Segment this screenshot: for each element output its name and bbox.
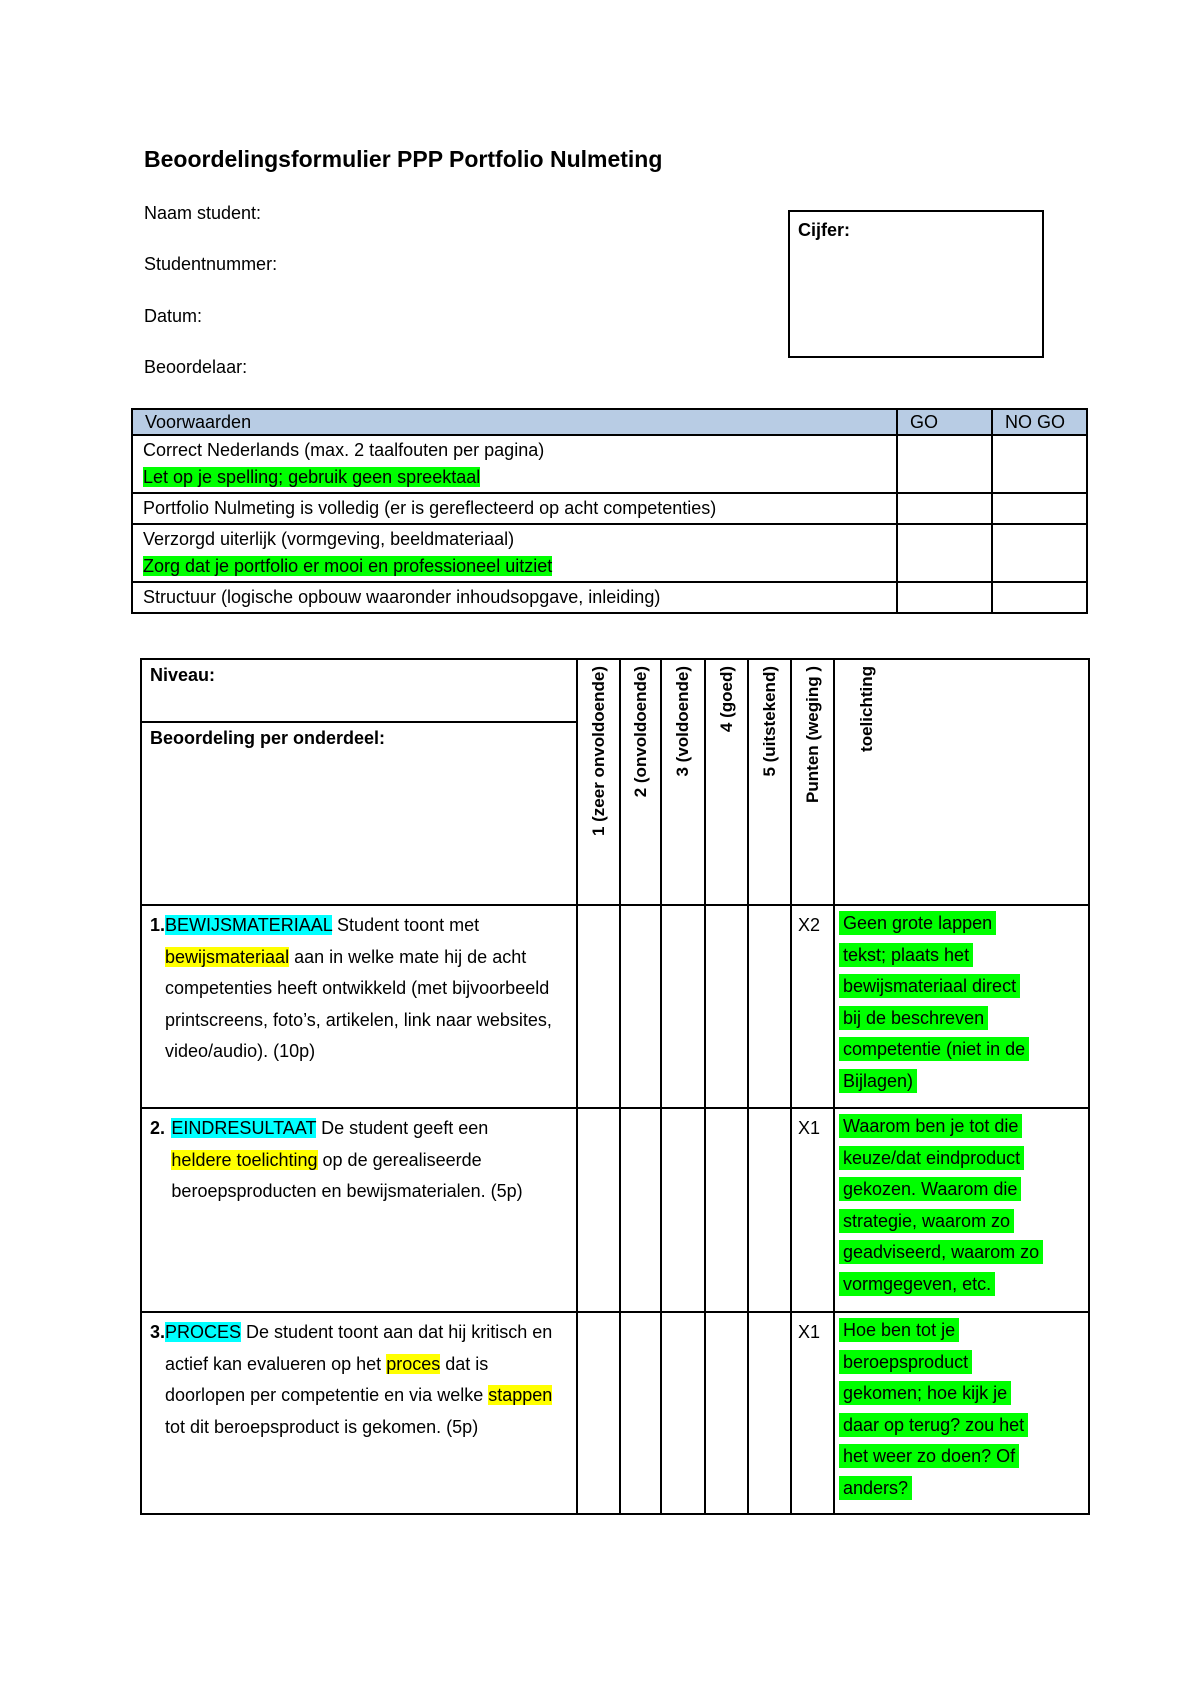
beoordelaar-label: Beoordelaar: [144, 357, 248, 377]
assessment-row [141, 1312, 1089, 1514]
assessment-header-left [141, 659, 577, 905]
cijfer-box[interactable] [788, 210, 1044, 358]
criterion-text: De student geeft een [316, 1118, 489, 1138]
score-cell-3[interactable] [661, 905, 705, 1108]
datum-label: Datum: [144, 306, 203, 326]
score-cell-5[interactable] [748, 905, 791, 1108]
note-line: strategie, waarom zo [839, 1209, 1014, 1233]
score-cell-1[interactable] [577, 905, 620, 1108]
note-line: bij de beschreven [839, 1006, 988, 1030]
criterion-number: 3. [150, 1322, 166, 1342]
naam-student-label: Naam student: [144, 203, 262, 223]
note-line: competentie (niet in de [839, 1037, 1029, 1061]
criterion-text: dat is doorlopen per competentie en via welke [165, 1353, 489, 1405]
note-line: gekomen; hoe kijk je [839, 1381, 1011, 1405]
criterion-text: aan in welke mate hij de acht competenties heeft ontwikkeld (met bijvoorbeeld printscreens, foto’s, artikelen, link naar websites, video/audio). (10p) [165, 946, 552, 1061]
nogo-cell[interactable] [992, 524, 1087, 582]
beoordeling-label: Beoordeling per onderdeel: [150, 728, 386, 748]
criterion-highlight: proces [386, 1353, 441, 1374]
score-cell-2[interactable] [620, 905, 661, 1108]
assessment-row [141, 905, 1089, 1108]
criterion-text: De student toont aan dat hij kritisch en actief kan evalueren op het [165, 1322, 553, 1374]
note-line: Waarom ben je tot die [839, 1114, 1022, 1138]
score-cell-3[interactable] [661, 1108, 705, 1312]
note-cell [834, 1108, 1089, 1312]
nogo-cell[interactable] [992, 435, 1087, 493]
note-line: anders? [839, 1476, 912, 1500]
niveau-label: Niveau: [142, 660, 576, 723]
weight-cell: X2 [791, 905, 834, 1108]
condition-label: Verzorgd uiterlijk (vormgeving, beeldmateriaal) [143, 529, 515, 549]
criterion-cell [141, 1312, 577, 1514]
conditions-table [131, 408, 1088, 614]
condition-text [132, 493, 897, 524]
condition-label: Correct Nederlands (max. 2 taalfouten per pagina) [143, 440, 545, 460]
score-cell-1[interactable] [577, 1108, 620, 1312]
column-header: 5 (uitstekend) [759, 666, 779, 777]
note-line: keuze/dat eindproduct [839, 1146, 1024, 1170]
criterion-keyword: PROCES [165, 1322, 242, 1342]
criterion-cell [141, 905, 577, 1108]
score-cell-2[interactable] [620, 1312, 661, 1514]
go-cell[interactable] [897, 493, 992, 524]
criterion-keyword: EINDRESULTAAT [171, 1118, 317, 1138]
conditions-header-nogo: NO GO [992, 409, 1087, 435]
condition-row [132, 582, 1087, 613]
criterion-highlight-2: stappen [488, 1385, 553, 1405]
criterion-number: 1. [150, 915, 166, 935]
column-header: Punten (weging ) [802, 666, 822, 803]
assessment-table [140, 658, 1090, 1515]
note-line: gekozen. Waarom die [839, 1177, 1021, 1201]
go-cell[interactable] [897, 524, 992, 582]
note-line: beroepsproduct [839, 1350, 972, 1374]
condition-label: Structuur (logische opbouw waaronder inhoudsopgave, inleiding) [143, 587, 661, 607]
score-cell-2[interactable] [620, 1108, 661, 1312]
criterion-text: op de gerealiseerde beroepsproducten en bewijsmaterialen. (5p) [171, 1149, 523, 1201]
score-cell-4[interactable] [705, 1312, 748, 1514]
score-cell-3[interactable] [661, 1312, 705, 1514]
condition-row [132, 524, 1087, 582]
conditions-header-label: Voorwaarden [132, 409, 897, 435]
criterion-text: Student toont met [332, 915, 480, 935]
note-line: Hoe ben tot je [839, 1318, 959, 1342]
cijfer-label: Cijfer: [798, 220, 851, 240]
score-cell-1[interactable] [577, 1312, 620, 1514]
criterion-number: 2. [150, 1118, 166, 1138]
weight-cell: X1 [791, 1108, 834, 1312]
column-header: 2 (onvoldoende) [630, 666, 650, 798]
note-cell [834, 905, 1089, 1108]
conditions-header-go: GO [897, 409, 992, 435]
go-cell[interactable] [897, 435, 992, 493]
page-title: Beoordelingsformulier PPP Portfolio Nulmeting [144, 146, 663, 172]
assessment-header [141, 659, 1089, 905]
note-line: Geen grote lappen [839, 911, 996, 935]
score-cell-4[interactable] [705, 1108, 748, 1312]
note-line: vormgegeven, etc. [839, 1272, 995, 1296]
studentnummer-label: Studentnummer: [144, 254, 278, 274]
criterion-highlight: bewijsmateriaal [165, 946, 290, 967]
condition-text [132, 524, 897, 582]
criterion-keyword: BEWIJSMATERIAAL [165, 915, 333, 935]
criterion-cell [141, 1108, 577, 1312]
note-line: het weer zo doen? Of [839, 1444, 1019, 1468]
condition-hint: Let op je spelling; gebruik geen spreektaal [143, 467, 481, 487]
note-line: geadviseerd, waarom zo [839, 1240, 1043, 1264]
condition-text [132, 582, 897, 613]
column-header: toelichting [857, 666, 876, 752]
nogo-cell[interactable] [992, 493, 1087, 524]
column-header: 3 (voldoende) [673, 666, 692, 777]
assessment-row [141, 1108, 1089, 1312]
nogo-cell[interactable] [992, 582, 1087, 613]
condition-hint: Zorg dat je portfolio er mooi en professioneel uitziet [143, 556, 553, 576]
note-line: daar op terug? zou het [839, 1413, 1028, 1437]
column-header: 4 (goed) [716, 666, 736, 733]
score-cell-5[interactable] [748, 1108, 791, 1312]
weight-cell: X1 [791, 1312, 834, 1514]
criterion-text: tot dit beroepsproduct is gekomen. (5p) [165, 1416, 479, 1437]
condition-text [132, 435, 897, 493]
condition-row [132, 435, 1087, 493]
column-header: 1 (zeer onvoldoende) [588, 666, 608, 837]
go-cell[interactable] [897, 582, 992, 613]
condition-label: Portfolio Nulmeting is volledig (er is gereflecteerd op acht competenties) [143, 498, 717, 518]
score-cell-4[interactable] [705, 905, 748, 1108]
score-cell-5[interactable] [748, 1312, 791, 1514]
conditions-header [132, 409, 1087, 435]
condition-row [132, 493, 1087, 524]
note-line: bewijsmateriaal direct [839, 974, 1020, 998]
note-cell [834, 1312, 1089, 1514]
note-line: tekst; plaats het [839, 943, 973, 967]
note-line: Bijlagen) [839, 1069, 917, 1093]
criterion-highlight: heldere toelichting [171, 1149, 318, 1170]
